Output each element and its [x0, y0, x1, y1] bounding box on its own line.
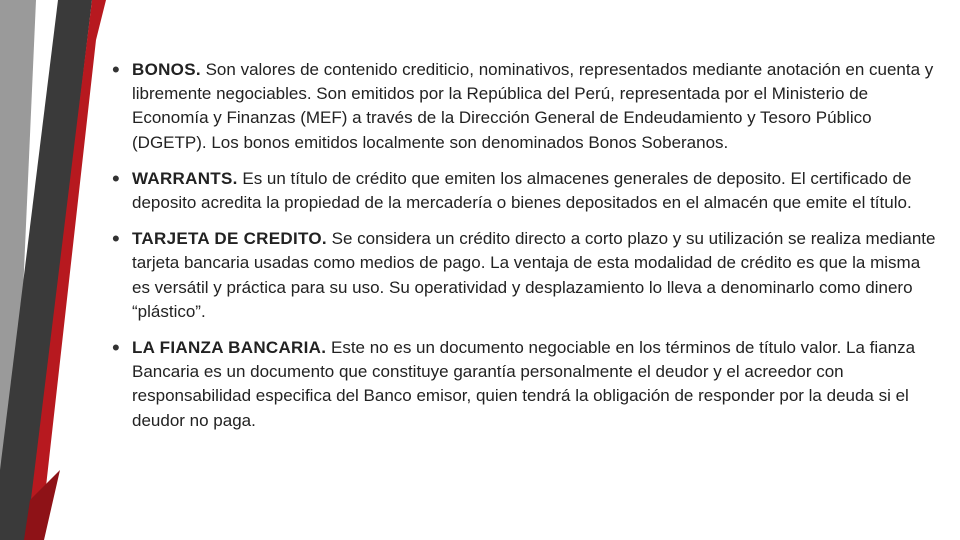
item-term: WARRANTS.	[132, 168, 238, 188]
list-item	[112, 58, 938, 155]
item-description: Se considera un crédito directo a corto plazo y su utilización se realiza mediante tarjeta bancaria usadas como medios de pago. La ventaja de esta modalidad de crédito es que la misma es versátil y práctica para su uso. Su operatividad y desplazamiento lo lleva a denominarlo como dinero “plástico”.	[132, 229, 936, 321]
bullet-dot: •	[112, 57, 120, 82]
list-item	[112, 336, 938, 433]
bullet-list	[112, 58, 938, 445]
item-term: LA FIANZA BANCARIA.	[132, 338, 327, 358]
bullet-dot: •	[112, 226, 120, 252]
item-text	[132, 227, 938, 324]
item-term: BONOS.	[132, 60, 201, 79]
left-decorative-bars	[0, 0, 130, 540]
bullet-dot: •	[112, 335, 120, 361]
item-description: Este no es un documento negociable en los términos de título valor. La fianza Bancaria es un documento que constituye garantía personalmente el deudor y el acreedor con responsabilidad especifica del Banco emisor, quien tendrá la obligación de responder por la deuda si el deudor no paga.	[132, 338, 916, 430]
item-text	[132, 167, 938, 215]
item-description: Es un título de crédito que emiten los almacenes generales de deposito. El certificado de deposito acredita la propiedad de la mercadería o bienes depositados en el almacén que emite el título.	[132, 168, 912, 213]
list-item	[112, 167, 938, 215]
item-description: Son valores de contenido crediticio, nominativos, representados mediante anotación en cuenta y libremente negociables. Son emitidos por la República del Perú, representada por el Ministerio de Economía y Finanzas (MEF) a través de la Dirección General de Endeudamiento y Tesoro Público (DGETP). Los bonos emitidos localmente son denominados Bonos Soberanos.	[132, 60, 934, 152]
bullet-dot: •	[112, 165, 120, 191]
item-text	[132, 58, 938, 155]
item-term: TARJETA DE CREDITO.	[132, 229, 327, 249]
item-text	[132, 336, 938, 433]
list-item	[112, 227, 938, 324]
